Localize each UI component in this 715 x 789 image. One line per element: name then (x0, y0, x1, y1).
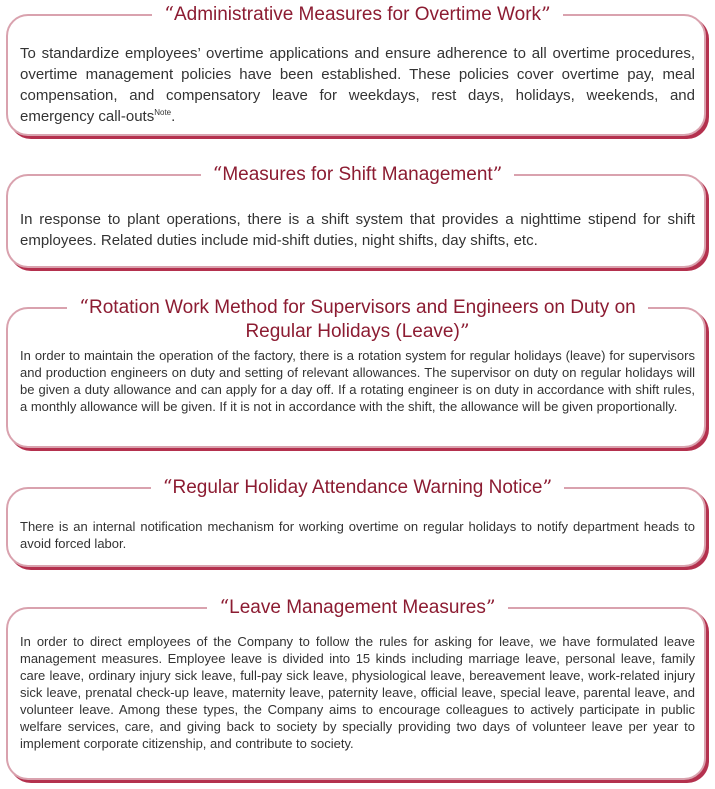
section-title-overtime: “Administrative Measures for Overtime Work” (0, 3, 715, 26)
section-body-shift: In response to plant operations, there is a shift system that provides a nighttime stipend for shift employees. Related duties include mid-shift duties, night shifts, day shifts, etc. (20, 211, 695, 249)
section-title-rotation: “Rotation Work Method for Supervisors and Engineers on Duty on (0, 296, 715, 319)
section-body-leave: In order to direct employees of the Company to follow the rules for asking for leave, we have formulated leave management measures. Employee leave is divided into 15 kinds including marriage leave, personal leave, family care leave, ordinary injury sick leave, full-pay sick leave, physiological leave, bereavement leave, work-related injury sick leave, prenatal check-up leave, maternity leave, paternity leave, official leave, special leave, parental leave, and volunteer leave. Among these types, the Company aims to encourage colleagues to actively participate in public welfare services, care, and giving back to society by specially providing two days of volunteer leave per year to implement corporate citizenship, and contribute to society. (20, 634, 695, 751)
section-body-overtime: To standardize employees’ overtime applications and ensure adherence to all overtime procedures, overtime management policies have been established. These policies cover overtime pay, meal compensation, and compensatory leave for weekdays, rest days, holidays, weekends, and emergency call-outs$^{Note}$. (20, 45, 695, 125)
section-body-rotation: In order to maintain the operation of the factory, there is a rotation system for regular holidays (leave) for supervisors and production engineers on duty and setting of relevant allowances. The supervisor on duty on regular holidays will be given a duty allowance and can apply for a day off. If a rotating engineer is on duty in accordance with shift rules, a monthly allowance will be given. If it is not in accordance with the shift, the allowance will be given proportionally. (20, 348, 695, 414)
section-title-shift: “Measures for Shift Management” (0, 163, 715, 186)
note-marker: Note (154, 108, 172, 117)
section-title-rotation-line2: Regular Holidays (Leave)” (0, 320, 715, 343)
section-title-leave: “Leave Management Measures” (0, 596, 715, 619)
section-body-holiday-warning: There is an internal notification mechanism for working overtime on regular holidays to notify department heads to avoid forced labor. (20, 519, 695, 551)
section-title-holiday-warning: “Regular Holiday Attendance Warning Notice” (0, 476, 715, 499)
